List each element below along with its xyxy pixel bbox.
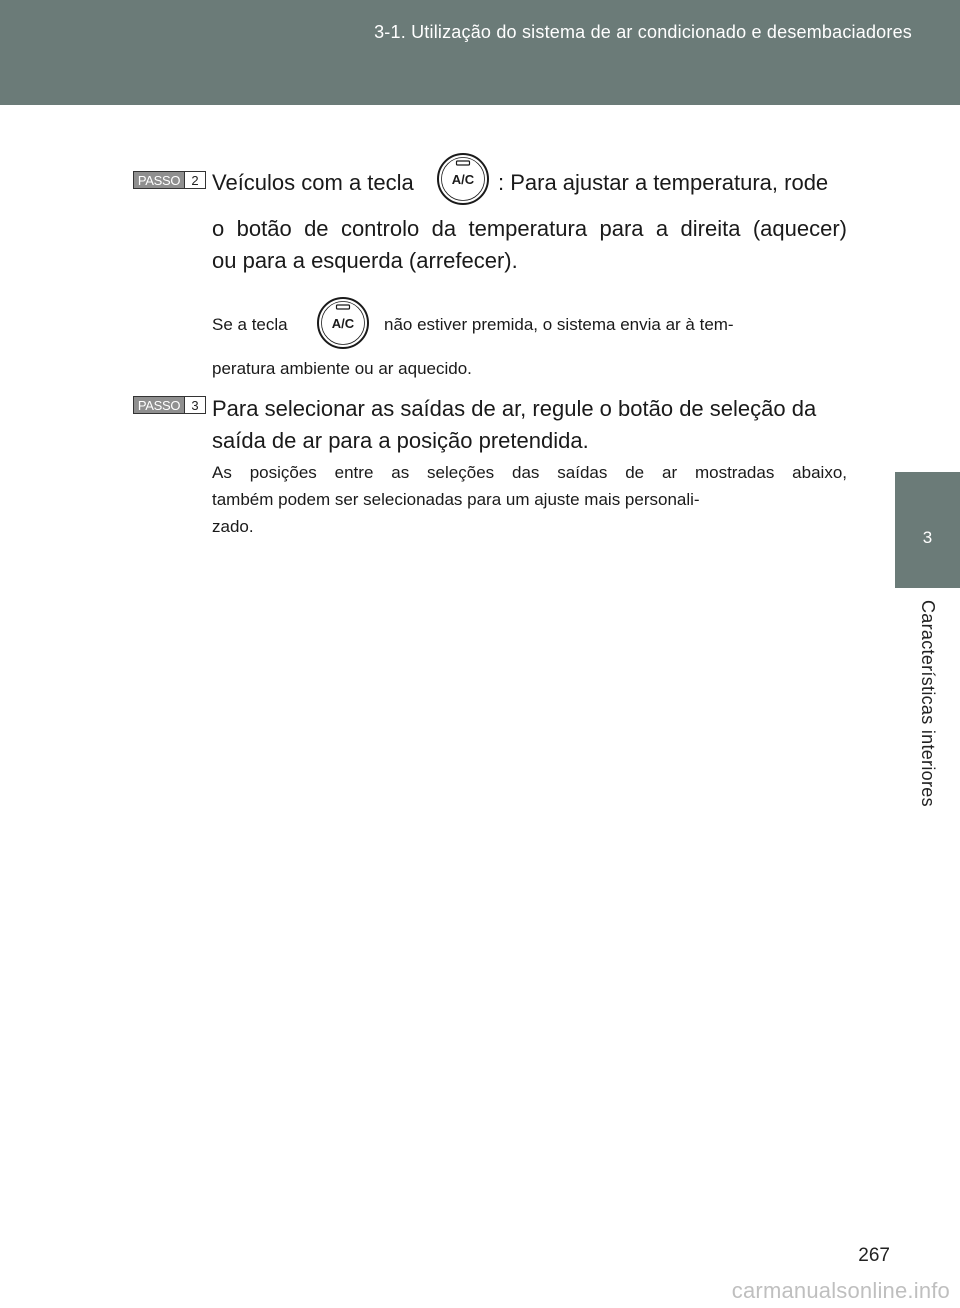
ac-button-icon (436, 152, 490, 206)
page-number: 267 (858, 1245, 890, 1266)
step2-line2: o botão de controlo da temperatura para a direita (aquecer) (212, 216, 847, 241)
section-title: 3-1. Utilização do sistema de ar condicionado e desembaciadores (374, 22, 912, 42)
step3-note-line2: também podem ser selecionadas para um ajuste mais personali- (212, 490, 700, 509)
step-number: 2 (184, 172, 205, 188)
step2-line1-before: Veículos com a tecla (212, 170, 414, 195)
step-badge-2 (133, 171, 206, 189)
step3-line2: saída de ar para a posição pretendida. (212, 428, 589, 453)
step3-line1: Para selecionar as saídas de ar, regule o botão de seleção da (212, 396, 817, 421)
chapter-header (0, 0, 960, 105)
step-word: PASSO (134, 397, 184, 413)
step2-note-before: Se a tecla (212, 315, 288, 334)
step2-line3: ou para a esquerda (arrefecer). (212, 248, 518, 273)
ac-button-icon (316, 296, 370, 350)
ac-icon-label: A/C (451, 172, 475, 187)
step2-note-after: não estiver premida, o sistema envia ar à tem- (384, 315, 734, 334)
step-word: PASSO (134, 172, 184, 188)
step2-line1-after: : Para ajustar a temperatura, rode (498, 170, 829, 195)
chapter-label (895, 596, 960, 836)
step-badge-3 (133, 396, 206, 414)
chapter-tab (895, 472, 960, 588)
step2-note-line2: peratura ambiente ou ar aquecido. (212, 359, 472, 378)
step-number: 3 (184, 397, 205, 413)
ac-icon-label: A/C (331, 316, 355, 331)
chapter-number: 3 (922, 528, 933, 547)
step3-note-line1: As posições entre as seleções das saídas de ar mostradas abaixo, (212, 463, 847, 482)
chapter-label-text: Características interiores (918, 600, 938, 807)
watermark: carmanualsonline.info (731, 1278, 950, 1303)
step3-note-line3: zado. (212, 517, 254, 536)
